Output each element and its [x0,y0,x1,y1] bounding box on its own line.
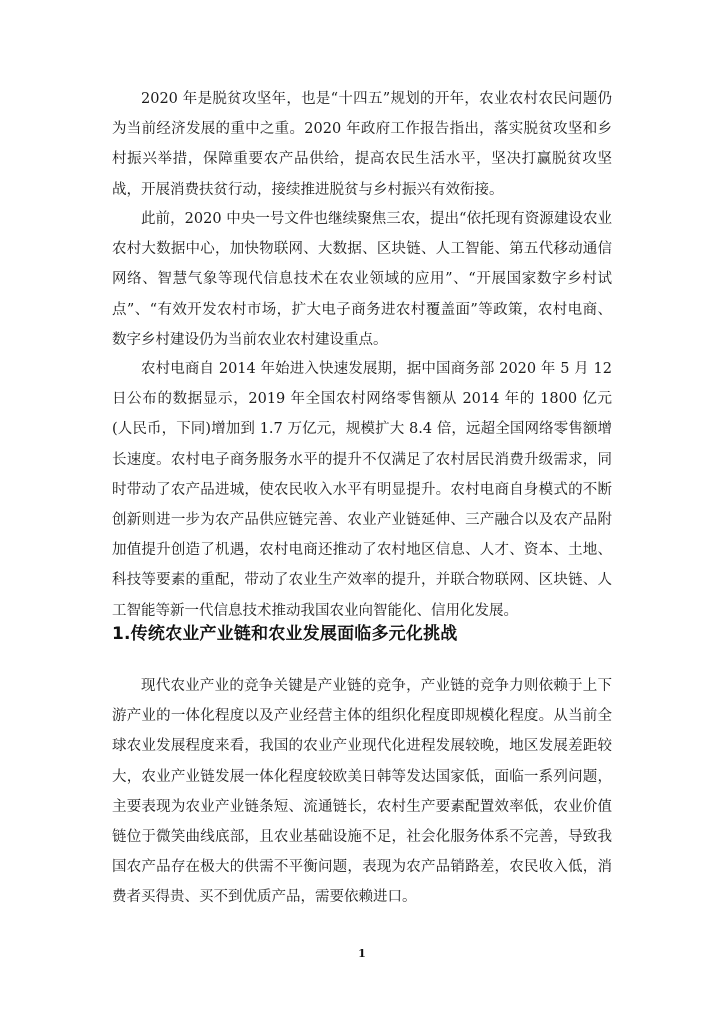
paragraph-policy-context: 2020 年是脱贫攻坚年，也是“十四五”规划的开年，农业农村农民问题仍为当前经济发展的重中之重。2020 年政府工作报告指出，落实脱贫攻坚和乡村振兴举措，保障重要农产品供给，提高农民生活水平，坚决打赢脱贫攻坚战，开展消费扶贫行动，接续推进脱贫与乡村振兴有效衔接。 [112,91,612,198]
paragraph-central-document: 此前，2020 中央一号文件也继续聚焦三农，提出“依托现有资源建设农业农村大数据中心，加快物联网、大数据、区块链、人工智能、第五代移动通信网络、智慧气象等现代信息技术在农业领域的应用”、“开展国家数字乡村试点”、“有效开发农村市场，扩大电子商务进农村覆盖面”等政策，农村电商、数字乡村建设仍为当前农业农村建设重点。 [112,211,612,348]
paragraph-rural-ecommerce: 农村电商自 2014 年始进入快速发展期，据中国商务部 2020 年 5 月 12 日公布的数据显示，2019 年全国农村网络零售额从 2014 年的 1800 亿元(人民币，下同)增加到 1.7 万亿元，规模扩大 8.4 倍，远超全国网络零售额增长速度。农村电子商务服务水平的提升不仅满足了农村居民消费升级需求，同时带动了农产品进城，使农民收入水平有明显提升。农村电商自身模式的不断创新则进一步为农产品供应链完善、农业产业链延伸、三产融合以及农产品附加值提升创造了机遇，农村电商还推动了农村地区信息、人才、资本、土地、科技等要素的重配，带动了农业生产效率的提升，并联合物联网、区块链、人工智能等新一代信息技术推动我国农业向智能化、信用化发展。 [112,361,612,619]
page-number: 1 [358,947,366,960]
section-heading: 1.传统农业产业链和农业发展面临多元化挑战 [112,624,458,644]
paragraph-industry-chain: 现代农业产业的竞争关键是产业链的竞争，产业链的竞争力则依赖于上下游产业的一体化程度以及产业经营主体的组织化程度即规模化程度。从当前全球农业发展程度来看，我国的农业产业现代化进程发展较晚，地区发展差距较大，农业产业链发展一体化程度较欧美日韩等发达国家低，面临一系列问题，主要表现为农业产业链条短、流通链长，农村生产要素配置效率低，农业价值链位于微笑曲线底部，且农业基础设施不足，社会化服务体系不完善，导致我国农产品存在极大的供需不平衡问题，表现为农产品销路差，农民收入低，消费者买得贵、买不到优质产品，需要依赖进口。 [112,678,612,906]
